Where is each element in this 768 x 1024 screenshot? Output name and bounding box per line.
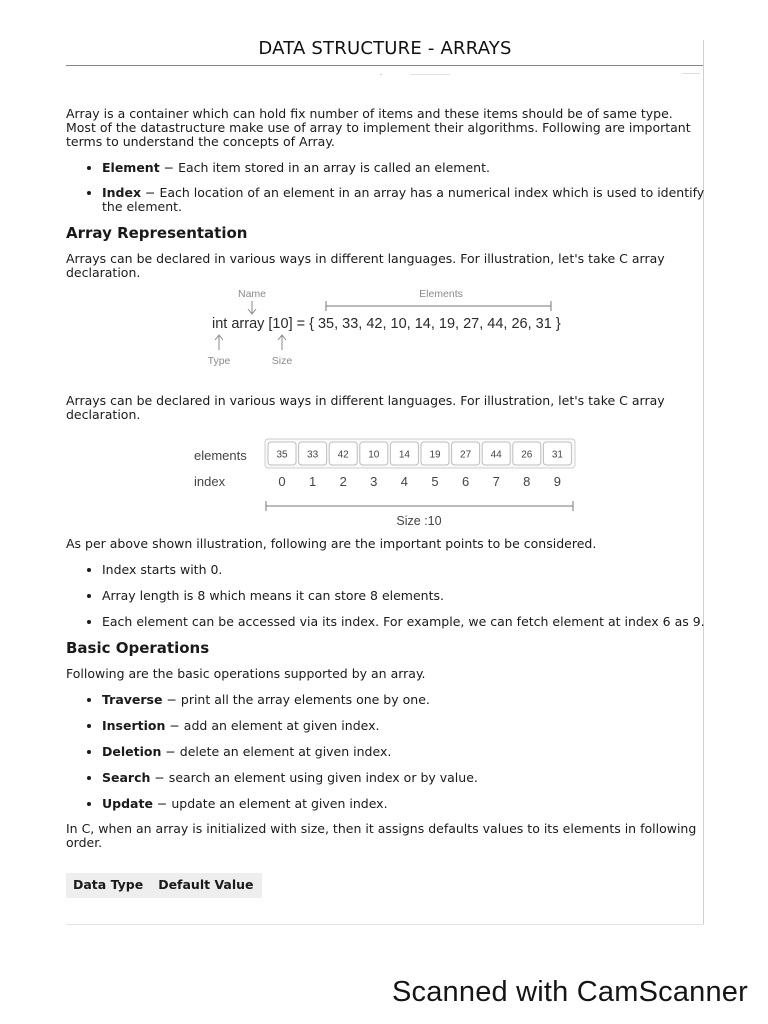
list-item — [102, 186, 706, 214]
array-cell-value: 44 — [490, 449, 502, 461]
array-cell-value: 31 — [551, 449, 563, 461]
op-search: Search — [102, 770, 151, 785]
op-description: − add an element at given index. — [165, 718, 380, 733]
operations-list — [66, 693, 706, 811]
index-figure — [66, 428, 706, 534]
scan-smudge — [380, 72, 710, 78]
array-cell-value: 26 — [521, 449, 533, 461]
term-description: − Each item stored in an array is called an element. — [159, 160, 490, 175]
index-value: 3 — [370, 474, 378, 489]
name-label: Name — [237, 288, 267, 300]
document-body — [66, 107, 706, 898]
list-item — [102, 719, 706, 733]
points-list — [66, 563, 706, 629]
op-traverse: Traverse — [102, 692, 163, 707]
list-item: • Index starts with 0. — [102, 563, 706, 577]
size-label: Size — [271, 355, 293, 367]
index-diagram — [66, 428, 706, 534]
table-header-data-type: Data Type — [73, 877, 144, 892]
index-value: 5 — [431, 474, 439, 489]
declaration-figure — [66, 284, 706, 394]
op-deletion: Deletion — [102, 744, 162, 759]
list-item — [102, 745, 706, 759]
index-value: 1 — [308, 474, 317, 489]
index-value: 0 — [278, 474, 286, 489]
heading-array-representation: Array Representation — [66, 224, 248, 242]
op-description: − print all the array elements one by one. — [162, 692, 430, 707]
operations-intro: Following are the basic operations supported by an array. — [66, 666, 426, 681]
index-value: 8 — [523, 474, 531, 489]
list-item — [102, 771, 706, 785]
representation-paragraph-2: Arrays can be declared in various ways in different languages. For illustration, let's take C array declaration. — [66, 393, 665, 422]
array-cell-value: 35 — [276, 449, 288, 461]
index-value: 9 — [553, 474, 562, 489]
term-description: − Each location of an element in an array has a numerical index which is used to identify the element. — [102, 185, 705, 214]
representation-paragraph: Arrays can be declared in various ways in different languages. For illustration, let's take C array declaration. — [66, 251, 665, 280]
intro-paragraph: Array is a container which can hold fix number of items and these items should be of same type. Most of the datastructure make use of array to implement their algorithms. Following are important terms to understand the concepts of Array. — [66, 106, 691, 149]
page-border-bottom — [66, 924, 704, 925]
table-header-default-value: Default Value — [158, 877, 254, 892]
array-cell-value: 14 — [398, 449, 410, 461]
op-update: Update — [102, 796, 153, 811]
array-cell-value: 27 — [460, 449, 472, 461]
default-values-table-header — [66, 873, 262, 898]
index-value: 7 — [492, 474, 500, 489]
type-label: Type — [207, 355, 231, 367]
declaration-diagram — [66, 284, 706, 394]
title-divider — [66, 65, 704, 66]
index-labels — [278, 474, 561, 489]
list-item — [102, 797, 706, 811]
op-description: − search an element using given index or by value. — [150, 770, 478, 785]
array-cell-value: 33 — [307, 449, 319, 461]
op-description: − update an element at given index. — [152, 796, 388, 811]
array-cell-value: 10 — [368, 449, 380, 461]
elements-row-label: elements — [194, 448, 247, 463]
array-size-label: Size :10 — [396, 514, 442, 528]
index-row-label: index — [194, 474, 226, 489]
camscanner-watermark: Scanned with CamScanner — [391, 976, 748, 1008]
index-value: 2 — [339, 474, 347, 489]
term-element: Element — [102, 160, 160, 175]
terms-list — [66, 161, 706, 214]
index-value: 4 — [400, 474, 409, 489]
list-item: • Each element can be accessed via its index. For example, we can fetch element at index 6 as 9. — [102, 615, 706, 629]
list-item — [102, 161, 706, 175]
list-item: • Array length is 8 which means it can store 8 elements. — [102, 589, 706, 603]
heading-basic-operations: Basic Operations — [66, 639, 210, 657]
index-value: 6 — [461, 474, 470, 489]
elements-label: Elements — [419, 288, 463, 300]
term-index: Index — [102, 185, 142, 200]
points-intro: As per above shown illustration, following are the important points to be considered. — [66, 536, 597, 551]
array-cell-value: 19 — [429, 449, 441, 461]
declaration-code: int array [10] = { 35, 33, 42, 10, 14, 19, 27, 44, 26, 31 } — [212, 316, 561, 332]
page-title: DATA STRUCTURE - ARRAYS — [258, 38, 512, 59]
defaults-paragraph: In C, when an array is initialized with size, then it assigns defaults values to its elements in following order. — [66, 821, 697, 850]
op-description: − delete an element at given index. — [161, 744, 392, 759]
array-cell-value: 42 — [337, 449, 349, 461]
op-insertion: Insertion — [102, 718, 166, 733]
list-item — [102, 693, 706, 707]
